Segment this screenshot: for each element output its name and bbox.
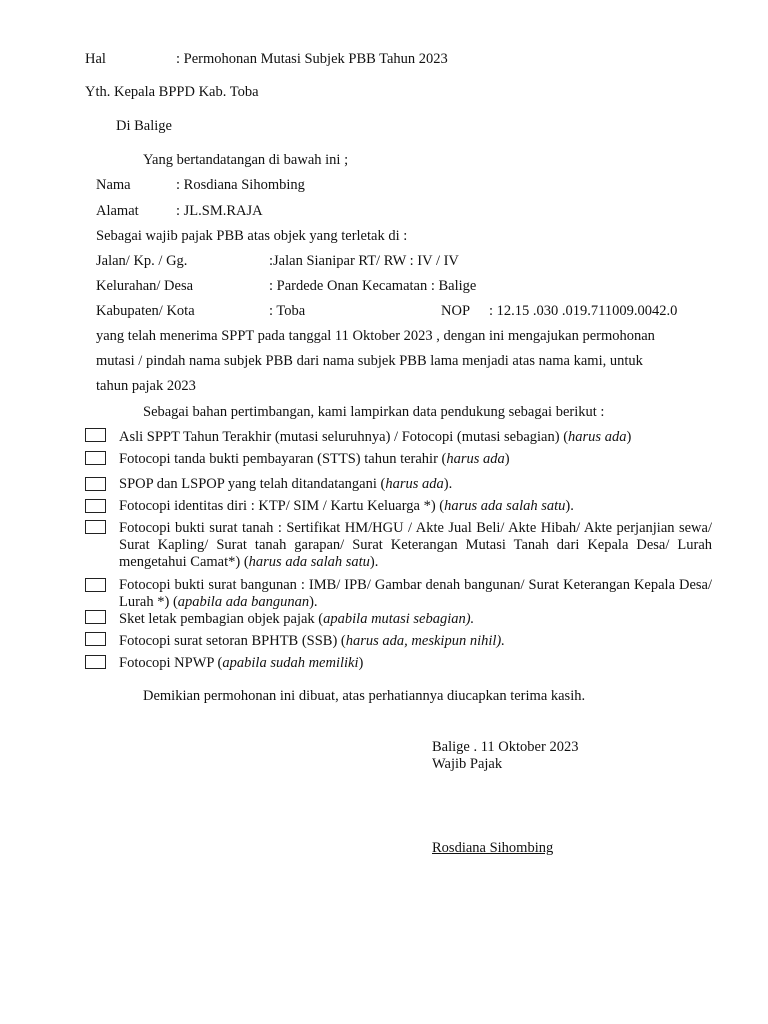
kelurahan-label: Kelurahan/ Desa (96, 278, 194, 294)
nama-value: : Rosdiana Sihombing (176, 177, 305, 193)
signature-place-date: Balige . 11 Oktober 2023 (432, 739, 579, 755)
attachment-checkbox-3[interactable] (85, 477, 106, 491)
attachment-checkbox-8[interactable] (85, 632, 106, 646)
attachment-item-6: Fotocopi bukti surat bangunan : IMB/ IPB/ Gambar denah bangunan/ Surat Keterangan Kepala Desa/ Lurah *) (apabila ada bangunan). (119, 577, 712, 610)
kabupaten-label: Kabupaten/ Kota (96, 303, 195, 319)
attachment-checkbox-6[interactable] (85, 578, 106, 592)
attachment-item-2: Fotocopi tanda bukti pembayaran (STTS) tahun terahir (harus ada) (119, 451, 510, 467)
jalan-value: :Jalan Sianipar RT/ RW : IV / IV (269, 253, 459, 269)
addressee: Yth. Kepala BPPD Kab. Toba (85, 84, 259, 100)
attachment-item-4: Fotocopi identitas diri : KTP/ SIM / Kartu Keluarga *) (harus ada salah satu). (119, 498, 574, 514)
kabupaten-value: : Toba (269, 303, 306, 319)
attachment-checkbox-2[interactable] (85, 451, 106, 465)
closing-line: Demikian permohonan ini dibuat, atas perhatiannya diucapkan terima kasih. (143, 688, 586, 704)
attachment-checkbox-9[interactable] (85, 655, 106, 669)
intro-line: Yang bertandatangan di bawah ini ; (143, 152, 349, 168)
attachment-checkbox-5[interactable] (85, 520, 106, 534)
attachments-intro: Sebagai bahan pertimbangan, kami lampirkan data pendukung sebagai berikut : (143, 404, 605, 420)
signature-role: Wajib Pajak (432, 756, 503, 772)
signature-name: Rosdiana Sihombing (432, 840, 554, 856)
nop-value: : 12.15 .030 .019.711009.0042.0 (489, 303, 678, 319)
body-line-3: tahun pajak 2023 (96, 378, 196, 394)
nama-label: Nama (96, 177, 131, 193)
attachment-item-8: Fotocopi surat setoran BPHTB (SSB) (harus ada, meskipun nihil). (119, 633, 505, 649)
jalan-label: Jalan/ Kp. / Gg. (96, 253, 188, 269)
hal-label: Hal (85, 51, 106, 67)
alamat-value: : JL.SM.RAJA (176, 203, 263, 219)
body-line-2: mutasi / pindah nama subjek PBB dari nama subjek PBB lama menjadi atas nama kami, untuk (96, 353, 643, 369)
addressee-location: Di Balige (116, 118, 172, 134)
attachment-item-1: Asli SPPT Tahun Terakhir (mutasi seluruhnya) / Fotocopi (mutasi sebagian) (harus ada) (119, 429, 632, 445)
hal-value: : Permohonan Mutasi Subjek PBB Tahun 2023 (176, 51, 448, 67)
kelurahan-value: : Pardede Onan Kecamatan : Balige (269, 278, 477, 294)
attachment-checkbox-1[interactable] (85, 428, 106, 442)
attachment-item-5: Fotocopi bukti surat tanah : Sertifikat HM/HGU / Akte Jual Beli/ Akte Hibah/ Akte perjanjian sewa/ Surat Kapling/ Surat tanah garapan/ Surat Keterangan Mutasi Tanah dari Kepala Desa/ Lurah mengetahui Camat*) (harus ada salah satu). (119, 520, 712, 570)
attachment-item-3: SPOP dan LSPOP yang telah ditandatangani (harus ada). (119, 476, 453, 492)
attachment-checkbox-7[interactable] (85, 610, 106, 624)
attachment-item-9: Fotocopi NPWP (apabila sudah memiliki) (119, 655, 364, 671)
wajib-pajak-line: Sebagai wajib pajak PBB atas objek yang terletak di : (96, 228, 408, 244)
attachment-checkbox-4[interactable] (85, 499, 106, 513)
body-line-1: yang telah menerima SPPT pada tanggal 11 Oktober 2023 , dengan ini mengajukan permohonan (96, 328, 655, 344)
nop-label: NOP (441, 303, 471, 319)
alamat-label: Alamat (96, 203, 139, 219)
attachment-item-7: Sket letak pembagian objek pajak (apabila mutasi sebagian). (119, 611, 475, 627)
